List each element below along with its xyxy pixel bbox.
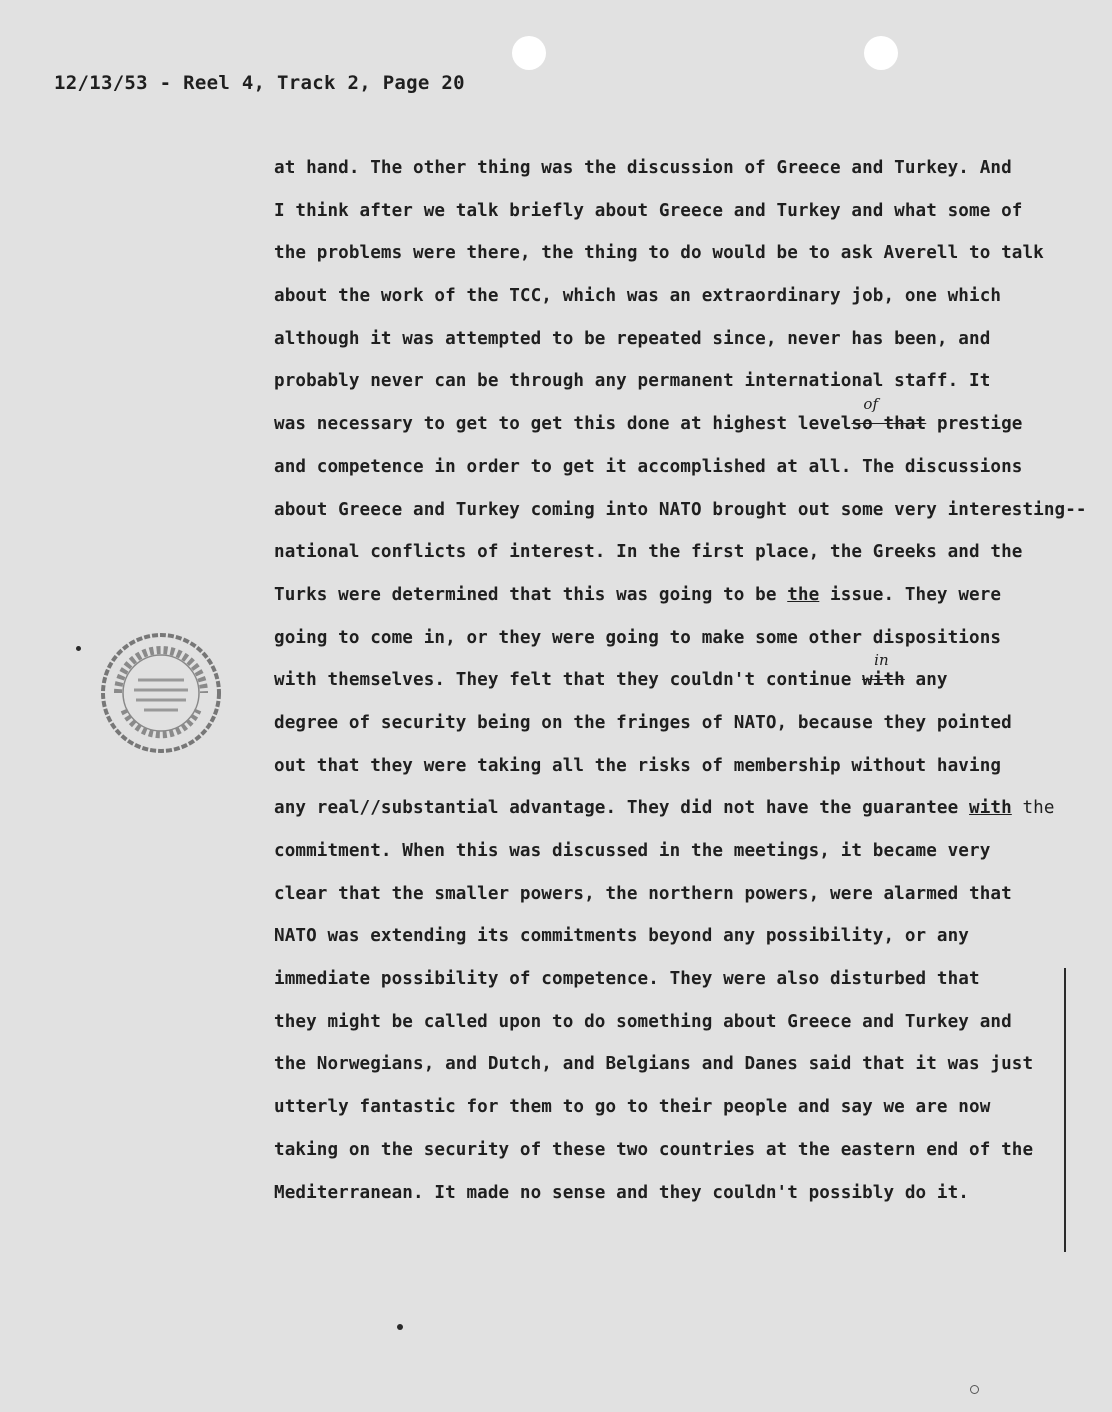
transcript-line: national conflicts of interest. In the first place, the Greeks and the	[274, 542, 1023, 563]
transcript-line: I think after we talk briefly about Greece and Turkey and what some of	[274, 200, 1023, 221]
transcript-line: utterly fantastic for them to go to their people and say we are now	[274, 1097, 991, 1118]
punch-hole-right	[864, 36, 898, 70]
underlined-word: with	[969, 798, 1012, 819]
transcript-line: commitment. When this was discussed in the meetings, it became very	[274, 841, 991, 861]
transcript-line: about Greece and Turkey coming into NATO brought out some very interesting--	[274, 499, 1087, 520]
handwritten-correction: so that of	[851, 395, 927, 435]
transcript-line: they might be called upon to do something about Greece and Turkey and	[274, 1011, 1012, 1032]
punch-hole-left	[512, 36, 546, 70]
ink-dot	[76, 646, 81, 651]
transcript-body	[274, 156, 1087, 1223]
transcript-line: the Norwegians, and Dutch, and Belgians and Danes said that it was just	[274, 1054, 1034, 1075]
transcript-line: taking on the security of these two countries at the eastern end of the	[274, 1139, 1034, 1160]
transcript-line: going to come in, or they were going to make some other dispositions	[274, 627, 1002, 648]
transcript-line: Turks were determined that this was going to be the issue. They were	[274, 584, 1002, 605]
transcript-line: about the work of the TCC, which was an extraordinary job, one which	[274, 286, 1002, 307]
page-header: 12/13/53 - Reel 4, Track 2, Page 20	[54, 72, 465, 94]
transcript-line: probably never can be through any permanent international staff. It	[274, 371, 991, 392]
transcript-line: and competence in order to get it accomplished at all. The discussions	[274, 456, 1023, 477]
transcript-line: immediate possibility of competence. They were also disturbed that	[274, 969, 980, 990]
handwritten-correction: with in	[862, 651, 905, 691]
ink-dot	[970, 1385, 979, 1394]
ink-dot	[397, 1324, 403, 1330]
transcript-line: degree of security being on the fringes of NATO, because they pointed	[274, 712, 1012, 733]
library-stamp-icon	[98, 630, 224, 756]
transcript-line: any real//substantial advantage. They did not have the guarantee with the	[274, 798, 1055, 819]
margin-mark-line	[1064, 968, 1066, 1252]
underlined-word: the	[787, 584, 820, 605]
transcript-line: out that they were taking all the risks of membership without having	[274, 755, 1002, 776]
transcript-line: Mediterranean. It made no sense and they couldn't possibly do it.	[274, 1182, 970, 1203]
transcript-line: was necessary to get to get this done at highest levelso that of prestige	[274, 395, 1023, 435]
transcript-line: the problems were there, the thing to do would be to ask Averell to talk	[274, 243, 1044, 264]
transcript-line: although it was attempted to be repeated since, never has been, and	[274, 328, 991, 349]
transcript-line: at hand. The other thing was the discussion of Greece and Turkey. And	[274, 158, 1012, 178]
transcript-line: NATO was extending its commitments beyond any possibility, or any	[274, 926, 970, 947]
transcript-line: clear that the smaller powers, the northern powers, were alarmed that	[274, 883, 1012, 904]
transcript-line: with themselves. They felt that they couldn't continue with in any	[274, 651, 948, 691]
